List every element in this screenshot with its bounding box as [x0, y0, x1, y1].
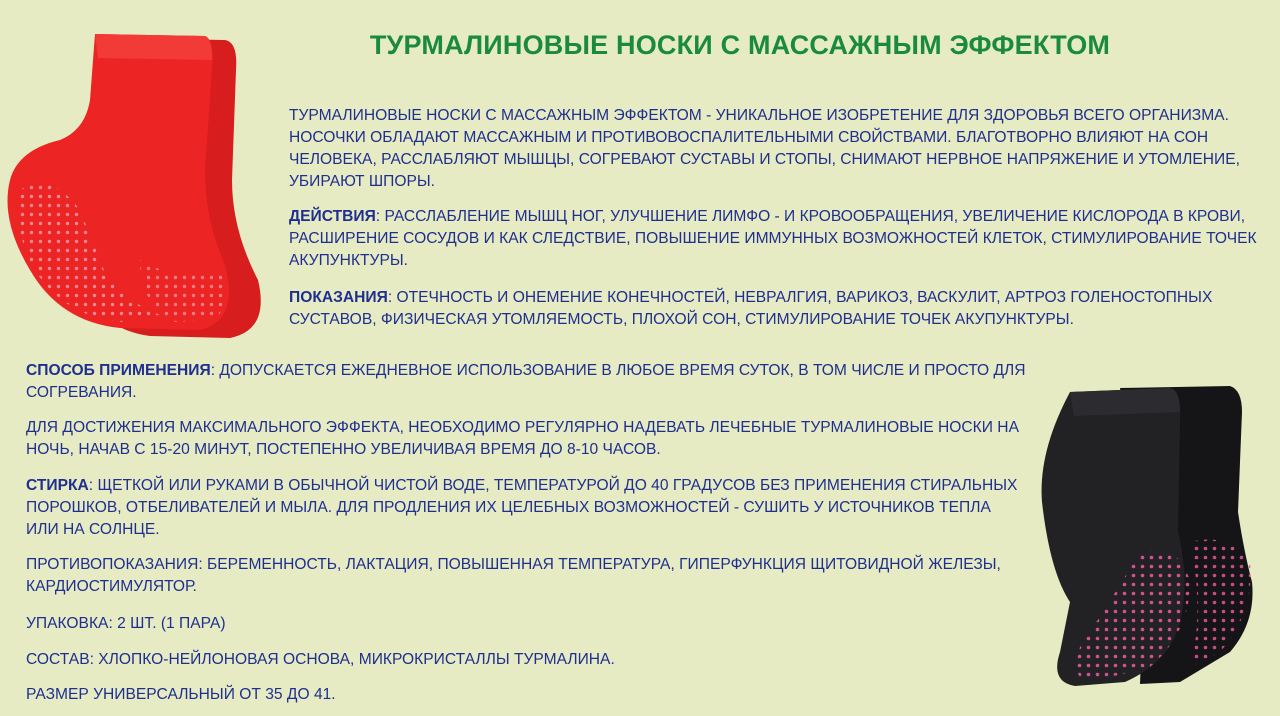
washing-paragraph: [26, 475, 1026, 541]
actions-label: ДЕЙСТВИЯ: [289, 208, 376, 225]
indications-text: : ОТЕЧНОСТЬ И ОНЕМЕНИЕ КОНЕЧНОСТЕЙ, НЕВРАЛГИЯ, ВАРИКОЗ, ВАСКУЛИТ, АРТРОЗ ГОЛЕНОСТОПНЫХ СУСТАВОВ, ФИЗИЧЕСКАЯ УТОМЛЯЕМОСТЬ, ПЛОХОЙ СОН, СТИМУЛИРОВАНИЕ ТОЧЕК АКУПУНКТУРЫ.: [289, 289, 1213, 328]
effect-paragraph: ДЛЯ ДОСТИЖЕНИЯ МАКСИМАЛЬНОГО ЭФФЕКТА, НЕОБХОДИМО РЕГУЛЯРНО НАДЕВАТЬ ЛЕЧЕБНЫЕ ТУРМАЛИНОВЫЕ НОСКИ НА НОЧЬ, НАЧАВ С 15-20 МИНУТ, ПОСТЕПЕННО УВЕЛИЧИВАЯ ВРЕМЯ ДО 8-10 ЧАСОВ.: [26, 419, 1019, 458]
package-paragraph: УПАКОВКА: 2 ШТ. (1 ПАРА): [26, 615, 226, 632]
indications-label: ПОКАЗАНИЯ: [289, 289, 388, 306]
indications-paragraph: [289, 287, 1259, 331]
size-paragraph: РАЗМЕР УНИВЕРСАЛЬНЫЙ ОТ 35 ДО 41.: [26, 686, 336, 703]
actions-text: : РАССЛАБЛЕНИЕ МЫШЦ НОГ, УЛУЧШЕНИЕ ЛИМФО - И КРОВООБРАЩЕНИЯ, УВЕЛИЧЕНИЕ КИСЛОРОДА В КРОВИ, РАСШИРЕНИЕ СОСУДОВ И КАК СЛЕДСТВИЕ, ПОВЫШЕНИЕ ИММУННЫХ ВОЗМОЖНОСТЕЙ КЛЕТОК, СТИМУЛИРОВАНИЕ ТОЧЕК АКУПУНКТУРЫ.: [289, 208, 1257, 269]
intro-paragraph: ТУРМАЛИНОВЫЕ НОСКИ С МАССАЖНЫМ ЭФФЕКТОМ - УНИКАЛЬНОЕ ИЗОБРЕТЕНИЕ ДЛЯ ЗДОРОВЬЯ ВСЕГО ОРГАНИЗМА. НОСОЧКИ ОБЛАДАЮТ МАССАЖНЫМ И ПРОТИВОВОСПАЛИТЕЛЬНЫМИ СВОЙСТВАМИ. БЛАГОТВОРНО ВЛИЯЮТ НА СОН ЧЕЛОВЕКА, РАССЛАБЛЯЮТ МЫШЦЫ, СОГРЕВАЮТ СУСТАВЫ И СТОПЫ, СНИМАЮТ НЕРВНОЕ НАПРЯЖЕНИЕ И УТОМЛЕНИЕ, УБИРАЮТ ШПОРЫ.: [289, 107, 1240, 190]
usage-paragraph: [26, 360, 1026, 404]
page-title: ТУРМАЛИНОВЫЕ НОСКИ С МАССАЖНЫМ ЭФФЕКТОМ: [369, 30, 1111, 60]
usage-label: СПОСОБ ПРИМЕНЕНИЯ: [26, 362, 211, 379]
usage-text: : ДОПУСКАЕТСЯ ЕЖЕДНЕВНОЕ ИСПОЛЬЗОВАНИЕ В ЛЮБОЕ ВРЕМЯ СУТОК, В ТОМ ЧИСЛЕ И ПРОСТО ДЛЯ СОГРЕВАНИЯ.: [26, 362, 1026, 401]
washing-text: : ЩЕТКОЙ ИЛИ РУКАМИ В ОБЫЧНОЙ ЧИСТОЙ ВОДЕ, ТЕМПЕРАТУРОЙ ДО 40 ГРАДУСОВ БЕЗ ПРИМЕНЕНИЯ СТИРАЛЬНЫХ ПОРОШКОВ, ОТБЕЛИВАТЕЛЕЙ И МЫЛА. ДЛЯ ПРОДЛЕНИЯ ИХ ЦЕЛЕБНЫХ ВОЗМОЖНОСТЕЙ - СУШИТЬ У ИСТОЧНИКОВ ТЕПЛА ИЛИ НА СОЛНЦЕ.: [26, 477, 1018, 538]
contraindications-paragraph: ПРОТИВОПОКАЗАНИЯ: БЕРЕМЕННОСТЬ, ЛАКТАЦИЯ, ПОВЫШЕННАЯ ТЕМПЕРАТУРА, ГИПЕРФУНКЦИЯ ЩИТОВИДНОЙ ЖЕЛЕЗЫ, КАРДИОСТИМУЛЯТОР.: [26, 556, 1001, 595]
washing-label: СТИРКА: [26, 477, 89, 494]
composition-paragraph: СОСТАВ: ХЛОПКО-НЕЙЛОНОВАЯ ОСНОВА, МИКРОКРИСТАЛЛЫ ТУРМАЛИНА.: [26, 651, 615, 668]
red-socks-image: [0, 30, 270, 345]
black-socks-image: [1030, 382, 1260, 692]
actions-paragraph: [289, 206, 1259, 272]
